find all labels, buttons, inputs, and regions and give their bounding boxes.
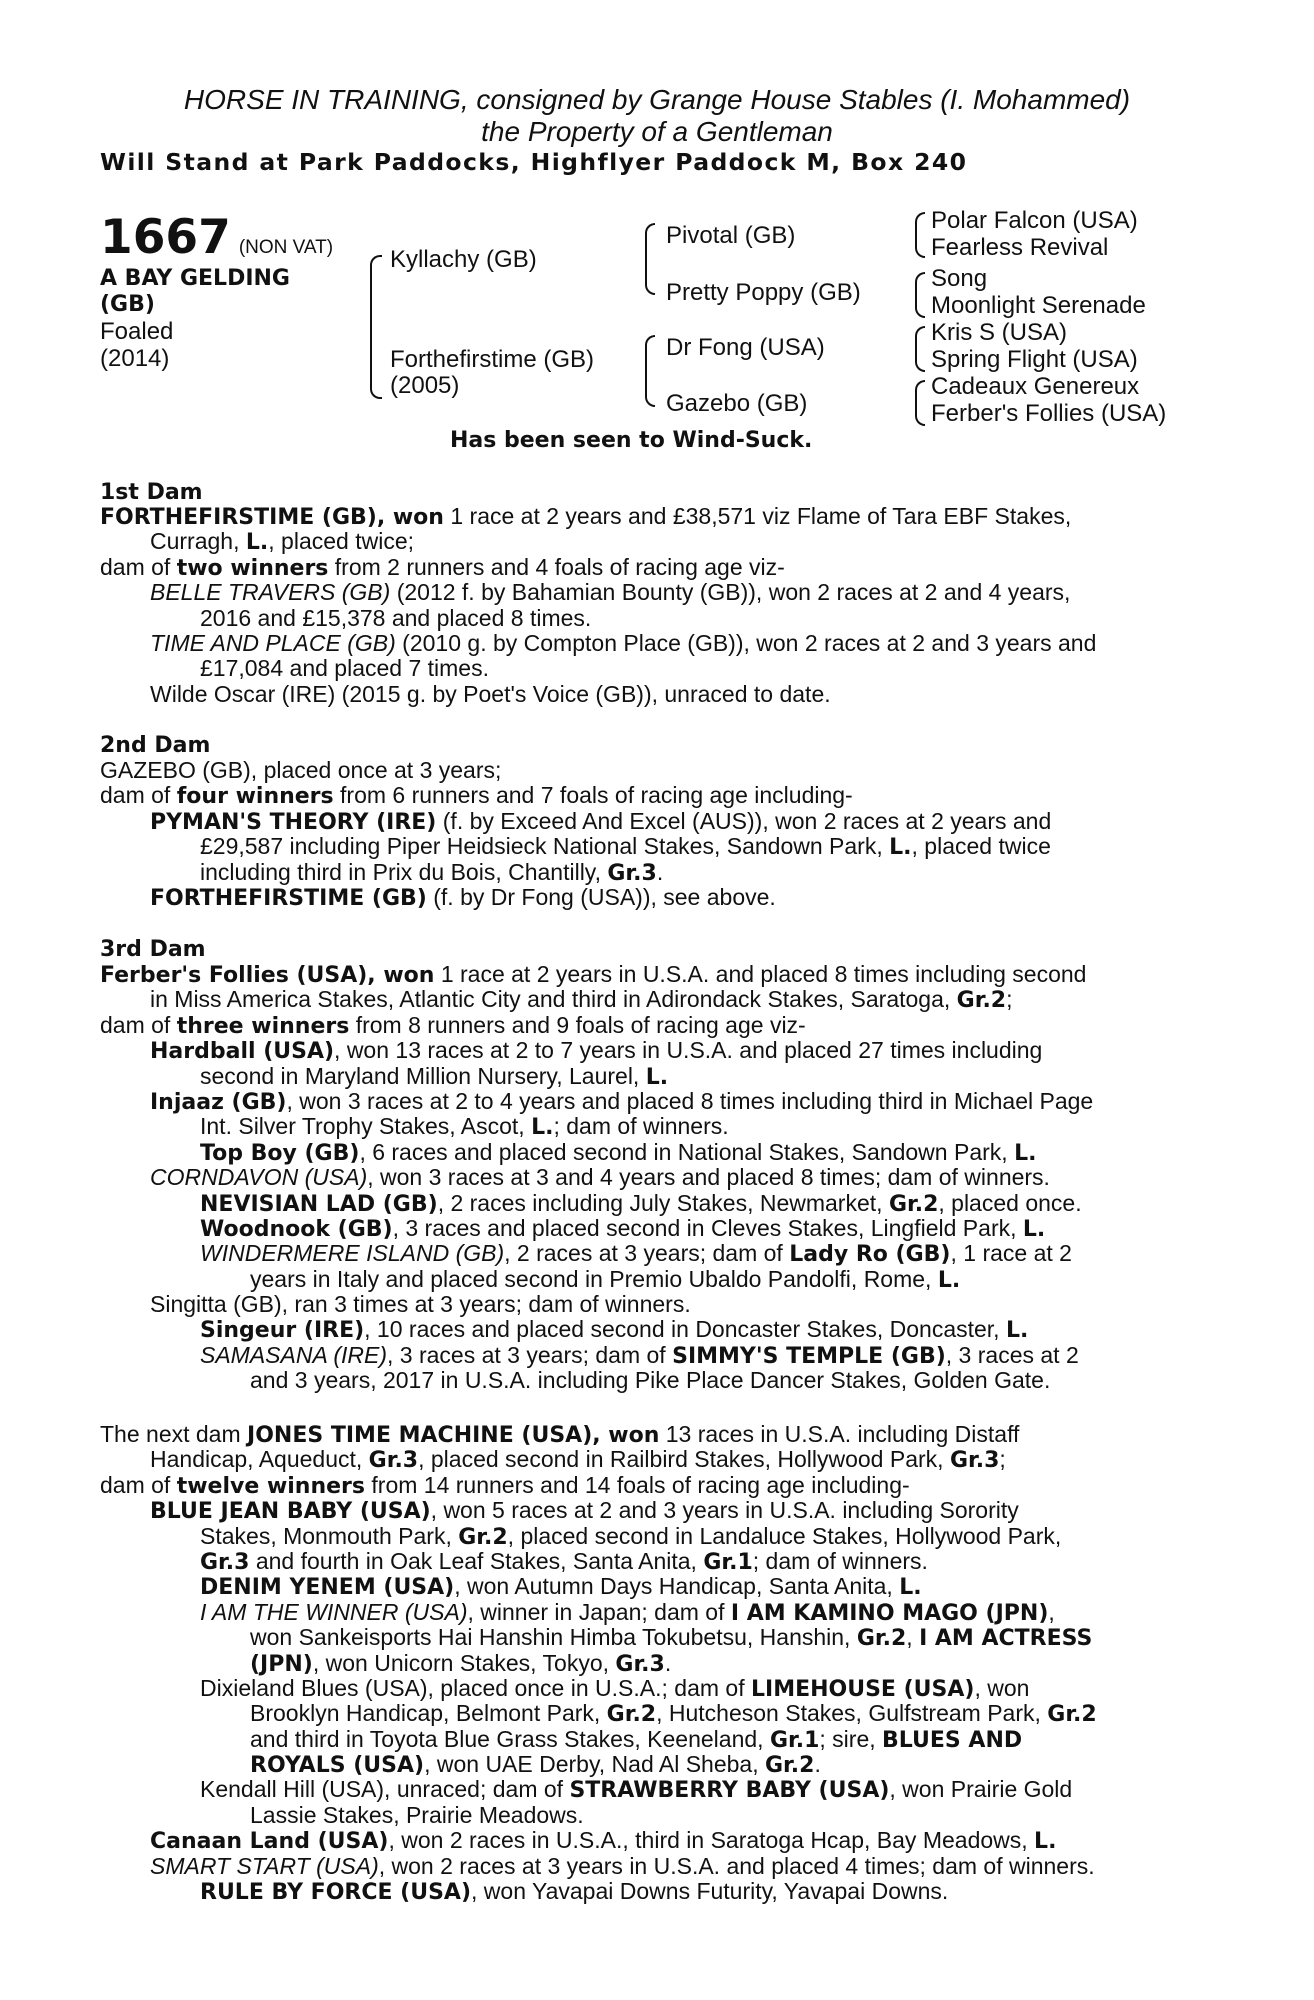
third-dam-block [100,962,1206,1394]
text-line: Hardball (USA), won 13 races at 2 to 7 years in U.S.A. and placed 27 times including [150,1037,1043,1065]
sire-sire: Pivotal (GB) [666,222,796,249]
text-line: dam of two winners from 2 runners and 4 foals of racing age viz- [100,553,785,581]
text-line: Woodnook (GB), 3 races and placed second in Cleves Stakes, Lingfield Park, L. [200,1214,1046,1242]
text-line: and third in Toyota Blue Grass Stakes, Keeneland, Gr.1; sire, BLUES AND [250,1725,1023,1753]
lot-description: A BAY GELDING [100,266,290,291]
lot-number: 1667 (NON VAT) [100,210,334,265]
text-line: DENIM YENEM (USA), won Autumn Days Handicap, Santa Anita, L. [200,1573,922,1601]
gen3-brace-2 [915,272,925,318]
text-line: and 3 years, 2017 in U.S.A. including Pike Place Dancer Stakes, Golden Gate. [250,1367,1051,1394]
text-line: Wilde Oscar (IRE) (2015 g. by Poet's Voice (GB)), unraced to date. [150,680,831,707]
dam-dam: Gazebo (GB) [666,390,808,417]
text-line: Canaan Land (USA), won 2 races in U.S.A., third in Saratoga Hcap, Bay Meadows, L. [150,1827,1057,1855]
text-line: £17,084 and placed 7 times. [200,655,489,682]
dam: Forthefirstime (GB) [390,346,595,373]
text-line: Top Boy (GB), 6 races and placed second in National Stakes, Sandown Park, L. [200,1138,1037,1166]
sire-dam-sire: Song [931,265,988,292]
dam-line-brace [645,335,655,407]
first-dam-heading: 1st Dam [100,480,203,505]
text-line: I AM THE WINNER (USA), winner in Japan; dam of I AM KAMINO MAGO (JPN), [200,1598,1055,1626]
sire-dam: Pretty Poppy (GB) [666,279,861,306]
text-line: GAZEBO (GB), placed once at 3 years; [100,757,502,783]
text-line: FORTHEFIRSTIME (GB) (f. by Dr Fong (USA)), see above. [150,883,776,911]
sire: Kyllachy (GB) [390,246,537,273]
text-line: BLUE JEAN BABY (USA), won 5 races at 2 and 3 years in U.S.A. including Sorority [150,1497,1019,1525]
text-line: (JPN), won Unicorn Stakes, Tokyo, Gr.3. [250,1649,672,1677]
text-line: £29,587 including Piper Heidsieck National Stakes, Sandown Park, L., placed twice [200,833,1051,861]
text-line: Kendall Hill (USA), unraced; dam of STRAWBERRY BABY (USA), won Prairie Gold [200,1776,1073,1804]
text-line: Stakes, Monmouth Park, Gr.2, placed second in Landaluce Stakes, Hollywood Park, [200,1522,1062,1550]
text-line: RULE BY FORCE (USA), won Yavapai Downs Futurity, Yavapai Downs. [200,1878,949,1906]
text-line: PYMAN'S THEORY (IRE) (f. by Exceed And Excel (AUS)), won 2 races at 2 years and [150,807,1052,835]
text-line: BELLE TRAVERS (GB) (2012 f. by Bahamian Bounty (GB)), won 2 races at 2 and 4 years, [150,579,1071,606]
third-dam-heading: 3rd Dam [100,937,206,962]
dam-sire-sire: Kris S (USA) [931,319,1068,346]
text-line: NEVISIAN LAD (GB), 2 races including July Stakes, Newmarket, Gr.2, placed once. [200,1189,1082,1217]
sire-line-brace [645,223,655,295]
gen3-brace-3 [915,326,925,372]
dam-sire: Dr Fong (USA) [666,334,825,361]
text-line: Injaaz (GB), won 3 races at 2 to 4 years and placed 8 times including third in Michael Page [150,1087,1094,1115]
text-line: WINDERMERE ISLAND (GB), 2 races at 3 years; dam of Lady Ro (GB), 1 race at 2 [200,1240,1072,1268]
text-line: Gr.3 and fourth in Oak Leaf Stakes, Santa Anita, Gr.1; dam of winners. [200,1547,928,1575]
dam-dam-dam: Ferber's Follies (USA) [931,400,1167,427]
text-line: The next dam JONES TIME MACHINE (USA), won 13 races in U.S.A. including Distaff [100,1421,1020,1448]
text-line: years in Italy and placed second in Premio Ubaldo Pandolfi, Rome, L. [250,1265,961,1293]
second-dam-heading: 2nd Dam [100,733,211,758]
text-line: ROYALS (USA), won UAE Derby, Nad Al Sheba, Gr.2. [250,1751,821,1779]
text-line: in Miss America Stakes, Atlantic City and third in Adirondack Stakes, Saratoga, Gr.2; [150,986,1013,1014]
text-line: including third in Prix du Bois, Chantilly, Gr.3. [200,858,664,886]
foaled-year: (2014) [100,345,170,372]
text-line: SMART START (USA), won 2 races at 3 years in U.S.A. and placed 4 times; dam of winners. [150,1852,1095,1879]
text-line: Singitta (GB), ran 3 times at 3 years; dam of winners. [150,1291,691,1318]
text-line: FORTHEFIRSTIME (GB), won 1 race at 2 years and £38,571 viz Flame of Tara EBF Stakes, [100,503,1072,530]
text-line: Singeur (IRE), 10 races and placed second in Doncaster Stakes, Doncaster, L. [200,1316,1029,1344]
sire-sire-dam: Fearless Revival [931,234,1109,261]
text-line: Dixieland Blues (USA), placed once in U.S.A.; dam of LIMEHOUSE (USA), won [200,1674,1030,1702]
sire-sire-sire: Polar Falcon (USA) [931,207,1138,234]
text-line: dam of three winners from 8 runners and 9 foals of racing age viz- [100,1011,806,1039]
sire-dam-dam: Moonlight Serenade [931,292,1146,319]
text-line: Lassie Stakes, Prairie Meadows. [250,1801,584,1828]
text-line: Int. Silver Trophy Stakes, Ascot, L.; dam of winners. [200,1113,729,1141]
wind-suck-note: Has been seen to Wind-Suck. [450,428,813,453]
dam-dam-sire: Cadeaux Genereux [931,373,1140,400]
text-line: 2016 and £15,378 and placed 8 times. [200,604,592,631]
gen3-brace-1 [915,212,925,258]
text-line: dam of twelve winners from 14 runners and 14 foals of racing age including- [100,1471,910,1499]
text-line: Brooklyn Handicap, Belmont Park, Gr.2, Hutcheson Stakes, Gulfstream Park, Gr.2 [250,1700,1097,1728]
foaled-label: Foaled [100,318,174,345]
lot-breeding-country: (GB) [100,292,155,317]
header-line-1: HORSE IN TRAINING, consigned by Grange House Stables (I. Mohammed) [183,84,1131,115]
dam-sire-dam: Spring Flight (USA) [931,346,1138,373]
text-line: Curragh, L., placed twice; [150,528,415,556]
dam-year: (2005) [390,372,460,399]
text-line: CORNDAVON (USA), won 3 races at 3 and 4 years and placed 8 times; dam of winners. [150,1164,1050,1191]
next-dam-block [100,1422,1206,1904]
header-line-2: the Property of a Gentleman [481,116,833,147]
text-line: dam of four winners from 6 runners and 7 foals of racing age including- [100,782,853,810]
second-dam-block [100,758,1206,910]
text-line: SAMASANA (IRE), 3 races at 3 years; dam of SIMMY'S TEMPLE (GB), 3 races at 2 [200,1341,1079,1369]
text-line: Ferber's Follies (USA), won 1 race at 2 years in U.S.A. and placed 8 times including second [100,961,1087,988]
text-line: won Sankeisports Hai Hanshin Himba Tokubetsu, Hanshin, Gr.2, I AM ACTRESS [250,1624,1093,1652]
header-location: Will Stand at Park Paddocks, Highflyer Paddock M, Box 240 [100,148,968,176]
text-line: Handicap, Aqueduct, Gr.3, placed second in Railbird Stakes, Hollywood Park, Gr.3; [150,1446,1006,1474]
sire-dam-brace [370,255,382,399]
text-line: TIME AND PLACE (GB) (2010 g. by Compton Place (GB)), won 2 races at 2 and 3 years and [150,629,1097,656]
vat-status: (NON VAT) [238,237,334,258]
first-dam-block [100,504,1206,707]
gen3-brace-4 [915,380,925,426]
text-line: second in Maryland Million Nursery, Laurel, L. [200,1062,669,1090]
